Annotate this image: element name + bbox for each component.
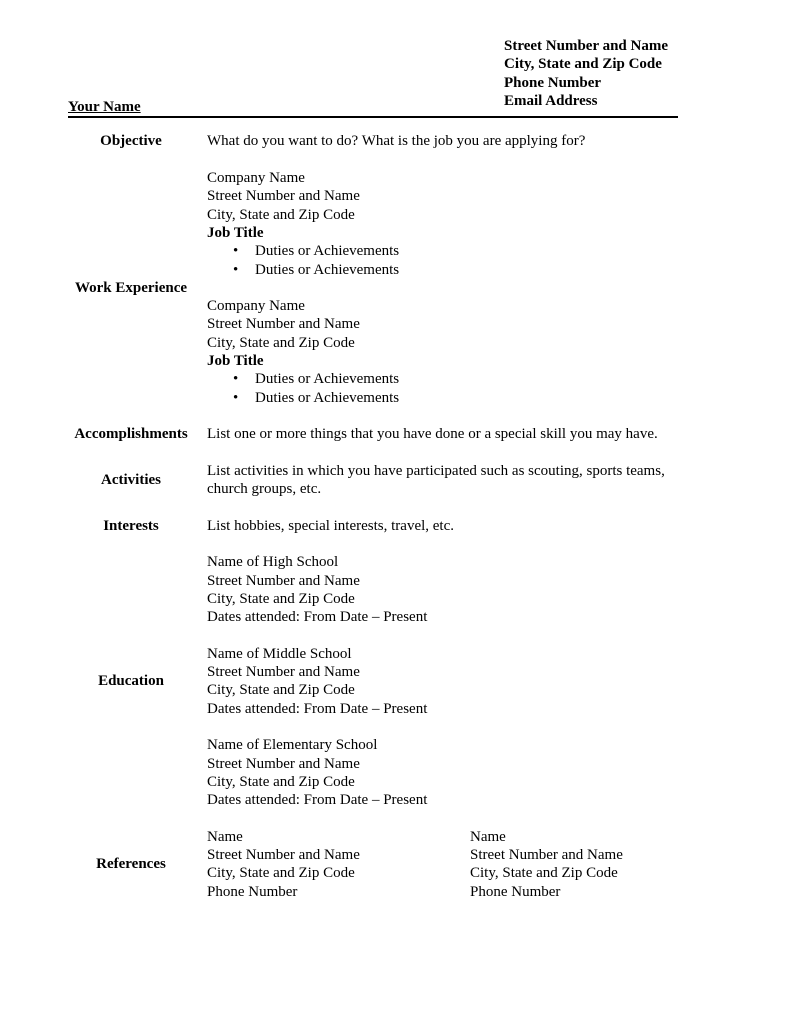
school-city: City, State and Zip Code (207, 682, 355, 699)
reference-name: Name (470, 828, 506, 845)
contact-email: Email Address (503, 92, 598, 109)
section-work-experience (68, 169, 678, 407)
contact-street: Street Number and Name (503, 38, 668, 54)
reference-entry (207, 828, 470, 901)
school-street: Street Number and Name (207, 572, 360, 589)
objective-label: Objective (100, 133, 162, 150)
job-duty: • Duties or Achievements (207, 261, 678, 279)
section-objective (68, 132, 678, 150)
accomplishments-label: Accomplishments (74, 426, 188, 443)
job-city: City, State and Zip Code (207, 206, 355, 223)
job-duty: • Duties or Achievements (207, 389, 678, 407)
section-accomplishments (68, 425, 678, 443)
school-dates: Dates attended: From Date – Present (207, 700, 428, 717)
school-street: Street Number and Name (207, 755, 360, 772)
reference-street: Street Number and Name (207, 847, 360, 864)
reference-phone: Phone Number (207, 883, 298, 900)
interests-text: List hobbies, special interests, travel, etc. (207, 517, 455, 534)
resume-body (68, 132, 678, 900)
section-education (68, 553, 678, 809)
objective-text: What do you want to do? What is the job you are applying for? (207, 133, 586, 150)
reference-phone: Phone Number (470, 883, 561, 900)
references-columns (207, 828, 678, 901)
references-label: References (96, 856, 166, 873)
school-name: Name of Middle School (207, 645, 352, 662)
school-entry (207, 736, 678, 809)
school-name: Name of High School (207, 554, 339, 571)
job-title: Job Title (207, 353, 264, 370)
contact-block (504, 37, 668, 110)
job-company: Company Name (207, 170, 305, 187)
reference-city: City, State and Zip Code (470, 865, 618, 882)
school-street: Street Number and Name (207, 664, 360, 681)
job-company: Company Name (207, 298, 305, 315)
job-entry (207, 169, 678, 279)
contact-city: City, State and Zip Code (503, 56, 662, 73)
school-city: City, State and Zip Code (207, 590, 355, 607)
interests-label: Interests (103, 517, 159, 534)
reference-street: Street Number and Name (470, 847, 623, 864)
reference-entry (470, 828, 623, 901)
resume-header (68, 0, 678, 118)
applicant-name: Your Name (68, 99, 141, 116)
job-street: Street Number and Name (207, 188, 360, 205)
school-city: City, State and Zip Code (207, 773, 355, 790)
school-name: Name of Elementary School (207, 737, 378, 754)
accomplishments-text: List one or more things that you have done or a special skill you may have. (207, 426, 658, 443)
section-interests (68, 517, 678, 535)
reference-city: City, State and Zip Code (207, 865, 355, 882)
school-entry (207, 553, 678, 626)
job-duty: • Duties or Achievements (207, 242, 678, 260)
school-dates: Dates attended: From Date – Present (207, 609, 428, 626)
job-street: Street Number and Name (207, 316, 360, 333)
job-entry (207, 297, 678, 407)
activities-text-line: List activities in which you have participated such as scouting, sports teams, (207, 462, 665, 479)
school-entry (207, 645, 678, 718)
section-activities (68, 462, 678, 499)
section-references (68, 828, 678, 901)
education-label: Education (98, 673, 164, 690)
activities-text-line: church groups, etc. (207, 481, 322, 498)
reference-name: Name (207, 828, 243, 845)
work-experience-label: Work Experience (74, 279, 188, 296)
school-dates: Dates attended: From Date – Present (207, 792, 428, 809)
activities-label: Activities (101, 471, 161, 488)
job-title: Job Title (207, 224, 264, 241)
contact-phone: Phone Number (503, 74, 602, 91)
job-city: City, State and Zip Code (207, 334, 355, 351)
job-duty: • Duties or Achievements (207, 370, 678, 388)
